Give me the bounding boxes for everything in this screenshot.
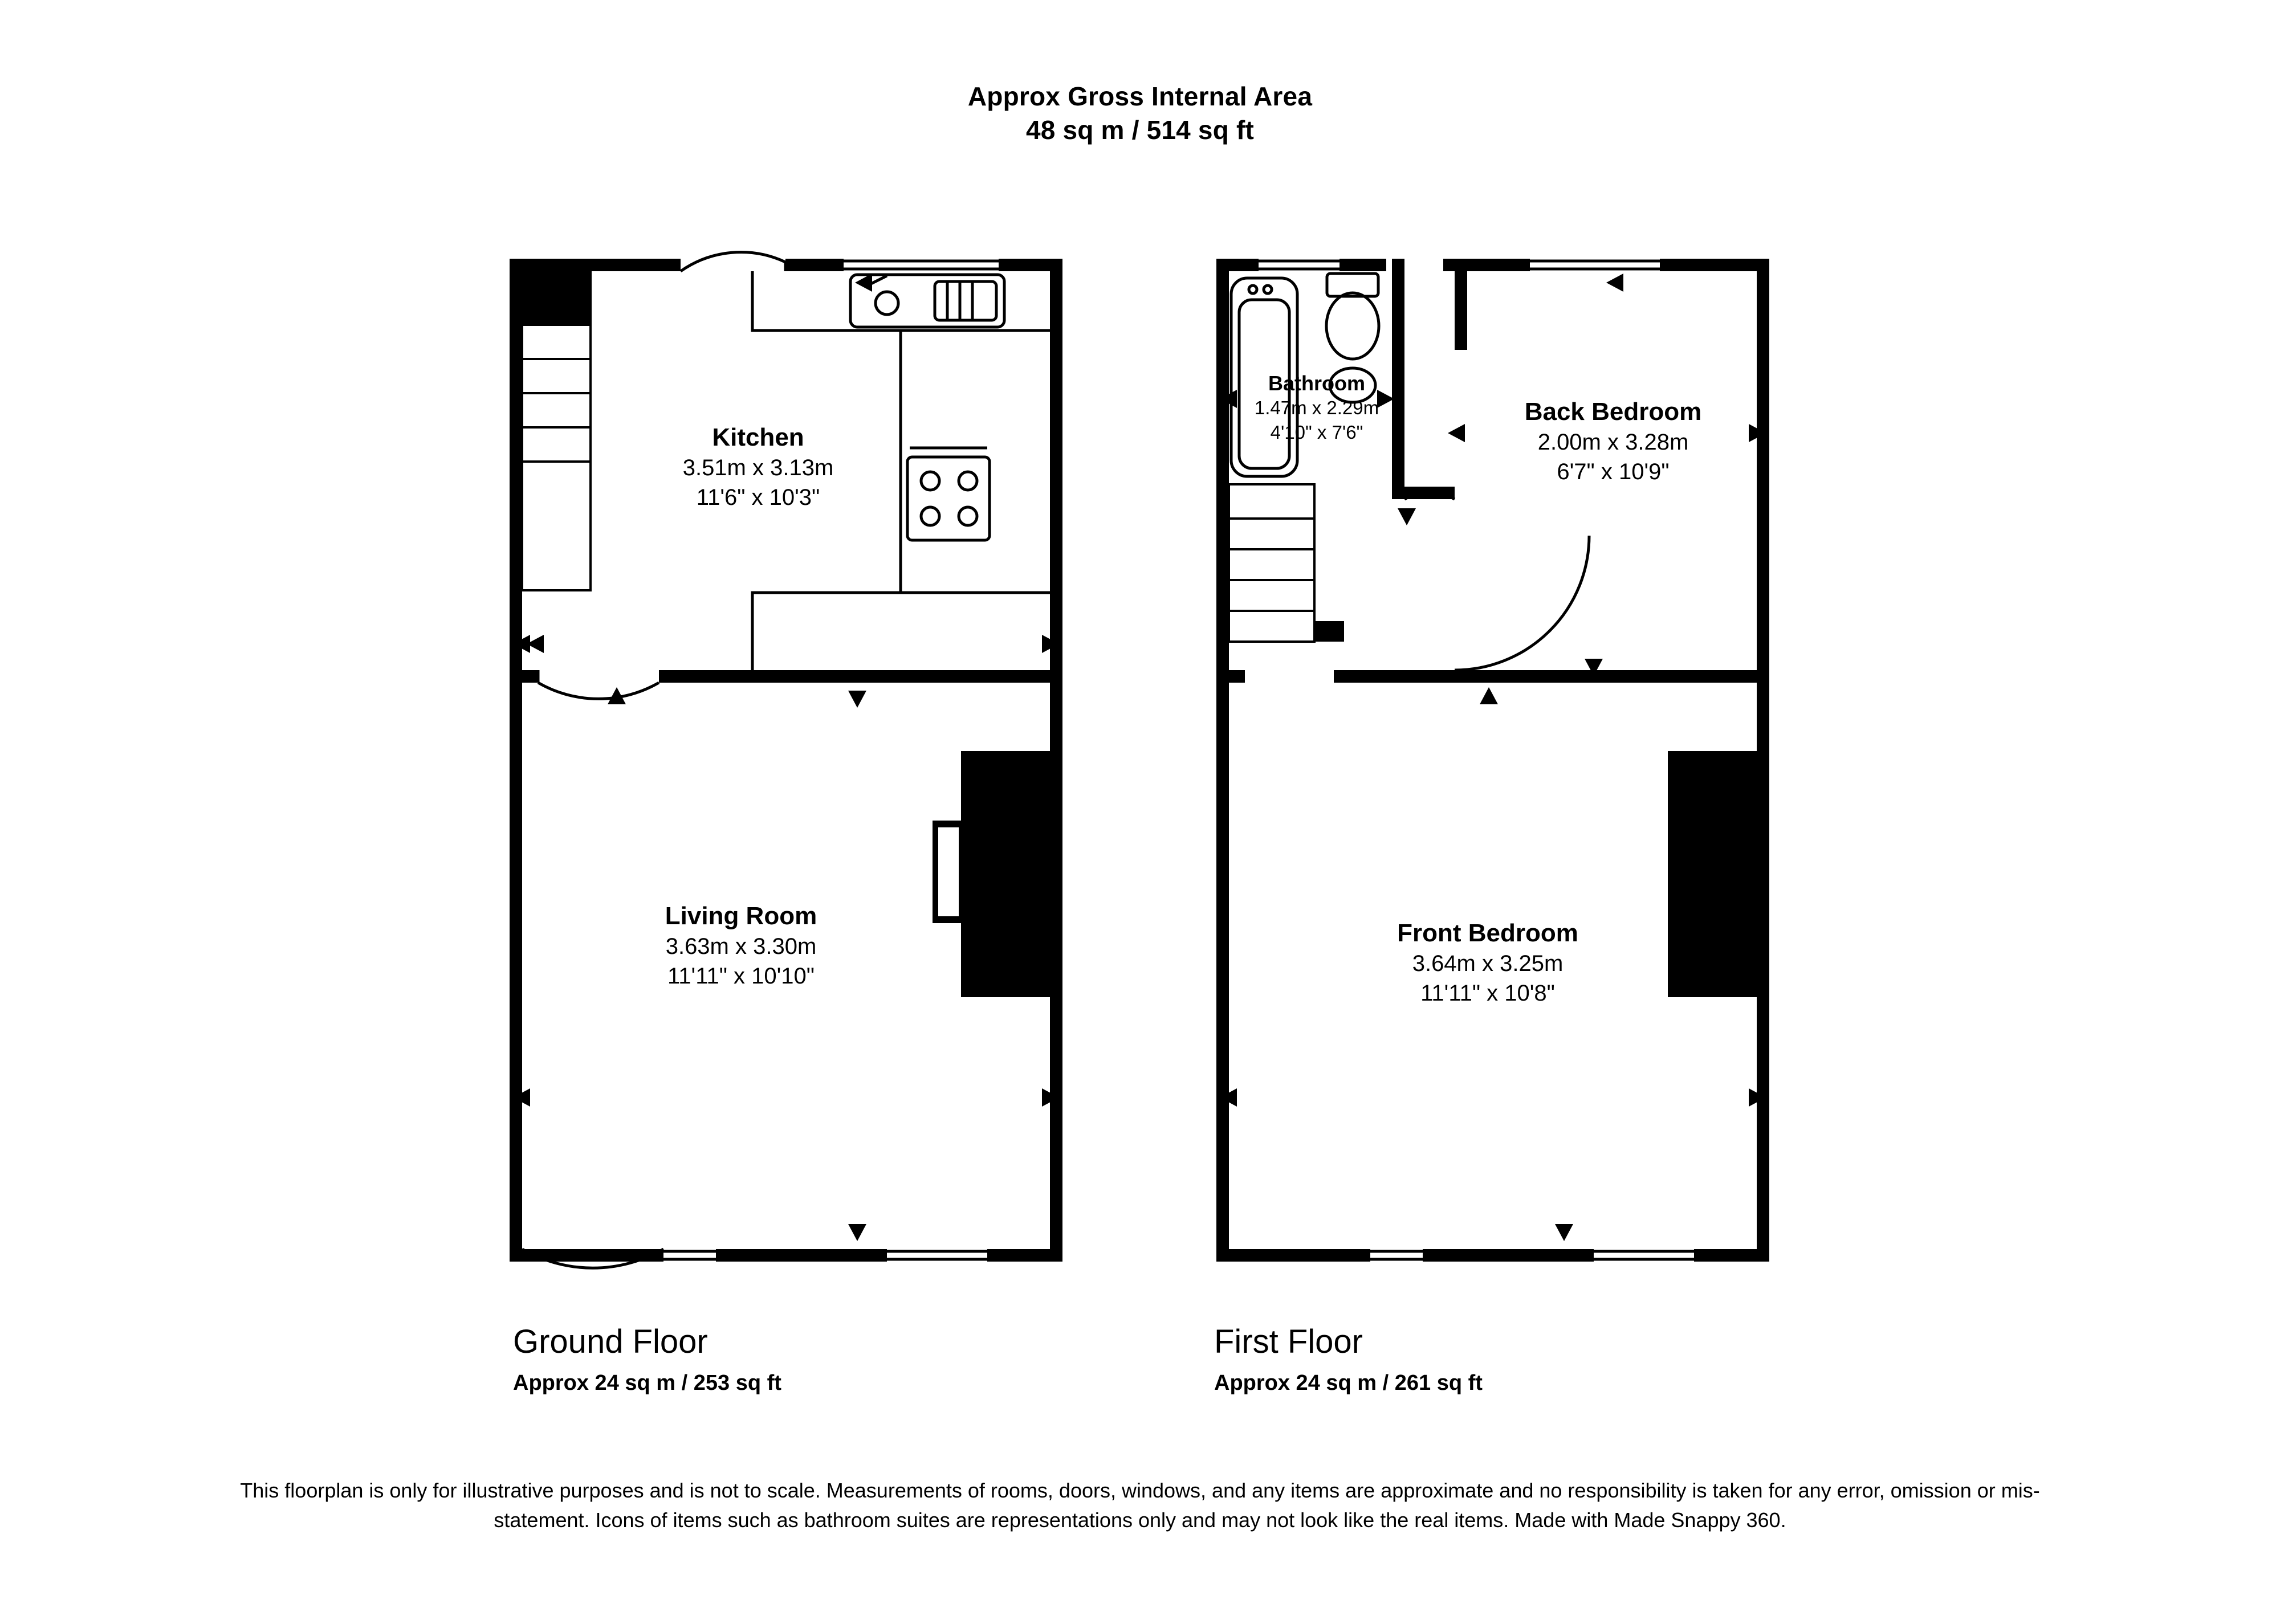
room-label-living-room [564,900,918,991]
first-floor-caption [1214,1322,1483,1396]
back-bedroom-door [1455,536,1589,670]
living-room-dim-metric: 3.63m x 3.30m [665,934,817,959]
back-bedroom-name: Back Bedroom [1524,398,1702,426]
kitchen-dim-imperial: 11'6" x 10'3" [696,485,820,510]
ground-floor-area: Approx 24 sq m / 253 sq ft [513,1370,781,1395]
disclaimer-text: This floorplan is only for illustrative purposes and is not to scale. Measurements of rooms, doors, windows, and any items are approximate and no responsibility is taken for any error, omission or mis-statement. Icons of items such as bathroom suites are representations only and may not look like the real items. Made with Made Snappy 360. [240,1479,2040,1532]
sink-icon [850,275,1004,327]
ground-floor-name: Ground Floor [513,1323,708,1360]
kitchen-dim-metric: 3.51m x 3.13m [682,455,834,480]
bathroom-dim-metric: 1.47m x 2.29m [1254,397,1379,418]
kitchen-entry-door [681,252,787,271]
header [0,80,2280,147]
first-floor-plan [1208,251,1847,1271]
first-floor-name: First Floor [1214,1323,1363,1360]
room-label-bathroom [1191,370,1442,445]
living-room-dim-imperial: 11'11" x 10'10" [667,964,815,989]
bathroom-dim-imperial: 4'10" x 7'6" [1270,421,1363,443]
cooker-icon [907,448,990,540]
back-bedroom-dim-imperial: 6'7" x 10'9" [1557,459,1670,484]
living-room-name: Living Room [665,902,817,930]
ground-staircase [522,271,591,590]
toilet-icon [1326,274,1379,359]
ground-floor-plan [502,251,1140,1271]
first-staircase [1229,484,1344,642]
first-floor-area: Approx 24 sq m / 261 sq ft [1214,1370,1483,1395]
back-bedroom-dim-metric: 2.00m x 3.28m [1537,430,1689,455]
header-area: 48 sq m / 514 sq ft [1025,115,1255,145]
header-title: Approx Gross Internal Area [967,81,1313,111]
chimney-breast [933,751,1062,997]
front-bedroom-dim-imperial: 11'11" x 10'8" [1420,981,1555,1006]
kitchen-top-window [844,261,999,269]
kitchen-name: Kitchen [712,423,804,451]
room-label-kitchen [598,422,918,512]
kitchen-living-door [538,670,659,699]
front-bedroom-name: Front Bedroom [1397,919,1578,947]
room-label-back-bedroom [1453,396,1773,487]
room-label-front-bedroom [1311,917,1664,1008]
front-bedroom-dim-metric: 3.64m x 3.25m [1412,951,1564,976]
first-chimney-breast [1668,751,1769,997]
ground-floor-caption [513,1322,781,1396]
bathroom-name: Bathroom [1268,372,1365,395]
